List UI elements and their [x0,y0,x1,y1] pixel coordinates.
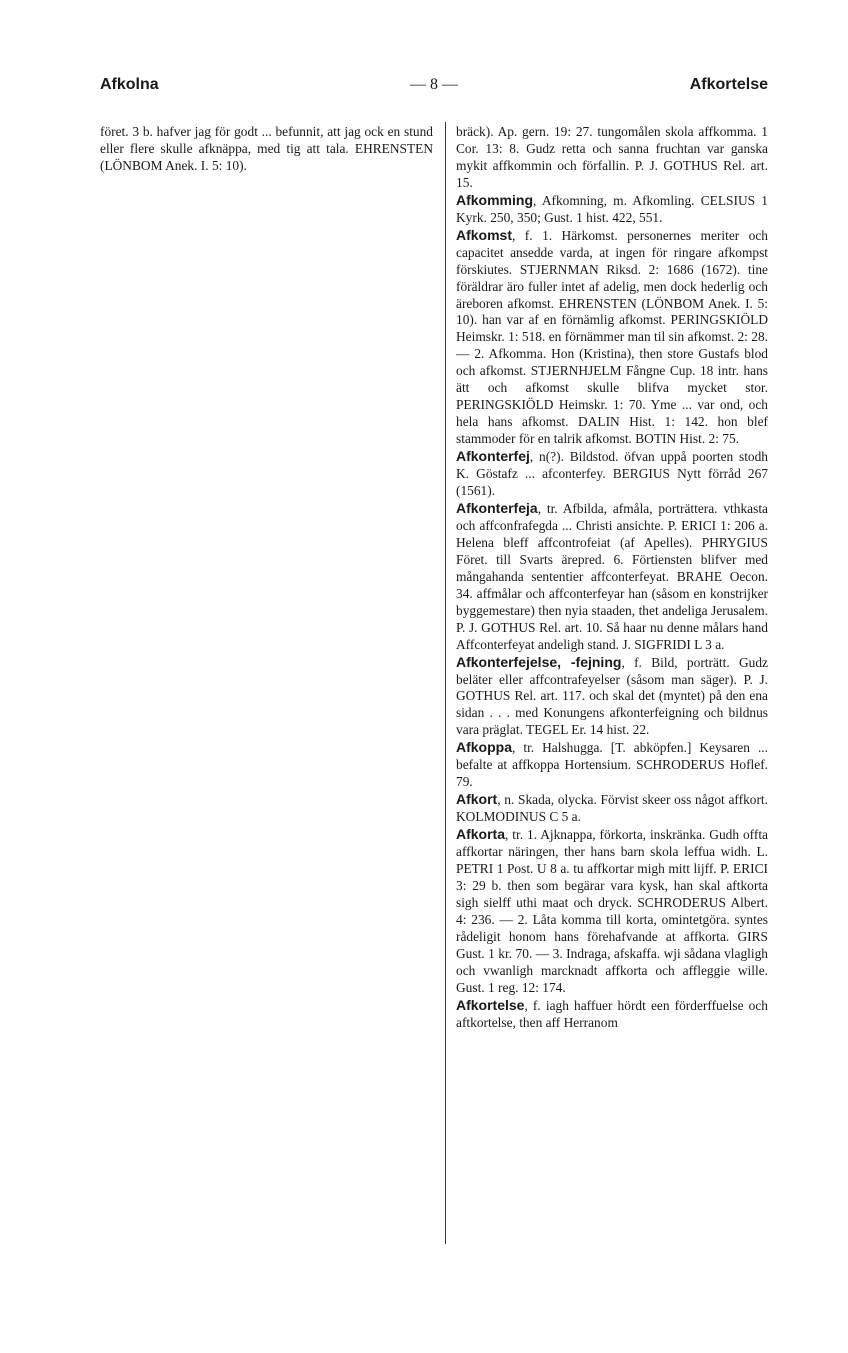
dictionary-entry: föret. 3 b. hafver jag för godt ... befunnit, att jag ock en stund eller flere skulle afknäppa, med tig att tala. EHRENSTEN (LÖNBOM Anek. I. 5: 10). [100,124,433,173]
dictionary-entry: Afkoppa, tr. Halshugga. [T. abköpfen.] Keysaren ... befalte at affkoppa Hortensium. SCHRODERUS Hoflef. 79. [456,739,768,790]
dictionary-entry: Afkortelse, f. iagh haffuer hördt een förderffuelse och aftkortelse, then aff Herranom [456,996,768,1030]
page-number: — 8 — [410,76,458,93]
dictionary-entry: Afkomming, Afkomning, m. Afkomling. CELSIUS 1 Kyrk. 250, 350; Gust. 1 hist. 422, 551. [456,191,768,225]
dictionary-entry: Afkonterfeja, tr. Afbilda, afmåla, porträttera. vthkasta och affconfrafegda ... Christi ansichte. P. ERICI 1: 206 a. Helena bleff affcontrofeiat (af Apelles). PHRYGIUS Föret. till Svarts ärepred. 6. Förtiensten blifver med mångahanda sententier affconterfeyat. BRAHE Oecon. 34. affmålar och affconterfeyar han (såsom en konstrijker byggemestare) then nyia staaden, thet andeliga Jerusalem. P. J. GOTHUS Rel. art. 10. Så haar nu denne målars hand Affconterfeyat andeligh stand. J. SIGFRIDI L 3 a. [456,499,768,652]
dictionary-entry: Afkort, n. Skada, olycka. Förvist skeer oss något affkort. KOLMODINUS C 5 a. [456,791,768,825]
entry-headword: Afkorta [456,826,506,843]
entry-headword: Afkort [456,791,498,808]
entry-headword: Afkonterfejelse, -fejning [456,653,622,670]
column-divider [445,122,446,1244]
header-guide-word-right: Afkortelse [689,76,768,93]
right-column [456,124,768,1032]
running-header [100,76,768,100]
entry-headword: Afkoppa [456,739,512,756]
entry-headword: Afkomst [456,226,513,243]
entry-headword: Afkonterfej [456,448,530,465]
left-column [100,124,433,175]
entry-headword: Afkortelse [456,996,525,1013]
entry-headword: Afkonterfeja [456,499,538,516]
dictionary-entry: Afkonterfejelse, -fejning, f. Bild, porträtt. Gudz beläter eller affcontrafeyelser (såsom man säger). P. J. GOTHUS Rel. art. 117. och skal det (myntet) på den ena sidan . . . med Konungens afkonterfeigning och bildnus vara präglat. TEGEL Er. 14 hist. 22. [456,653,769,738]
dictionary-entry: Afkomst, f. 1. Härkomst. personernes meriter och capacitet ansedde varda, at ingen för ringare afkompst förskiutes. STJERNMAN Riksd. 2: 1686 (1672). tine föräldrar äro fuller intet af adelig, men dock hederlig och äreboren afkomst. EHRENSTEN (LÖNBOM Anek. I. 5: 10). han var af en förnämlig afkomst. PERINGSKIÖLD Heimskr. 1: 518. en förnämmer man til sin afkomst. 2: 28. — 2. Afkomma. Hon (Kristina), then store Gustafs blod och afkomst. STJERNHJELM Fångne Cup. 18 intr. hans ätt och afkomst skulle blifva mycket stor. PERINGSKIÖLD Heimskr. 1: 70. Yme ... var ond, och hela hans afkomst. DALIN Hist. 1: 142. hon blef stammoder för en talrik afkomst. BOTIN Hist. 2: 75. [456,226,768,447]
header-guide-word-left: Afkolna [100,76,159,93]
dictionary-entry: Afkorta, tr. 1. Ajknappa, förkorta, inskränka. Gudh offta affkortar näringen, ther hans barn skola leffua widh. L. PETRI 1 Post. U 8 a. tu affkortar migh mitt lijff. P. ERICI 3: 29 b. then som begärar vara kysk, han skal aftkorta sigh sielff uthi maat och dryck. SCHRODERUS Albert. 4: 236. — 2. Låta komma till korta, omintetgöra. syntes rådeligit honom hans förehafvande at affkorta. GIRS Gust. 1 kr. 70. — 3. Indraga, afskaffa. wji sådana vlagligh och vwanligh marcknadt affkorta och affleggie wille. Gust. 1 reg. 12: 174. [456,826,768,995]
dictionary-entry: bräck). Ap. gern. 19: 27. tungomålen skola affkomma. 1 Cor. 13: 8. Gudz retta och sanna fruchtan var ganska mykit affkommin och förfallin. P. J. GOTHUS Rel. art. 15. [456,124,768,190]
entry-headword: Afkomming [456,191,533,208]
dictionary-entry: Afkonterfej, n(?). Bildstod. öfvan uppå poorten stodh K. Göstafz ... afconterfey. BERGIUS Nytt förråd 267 (1561). [456,448,768,499]
